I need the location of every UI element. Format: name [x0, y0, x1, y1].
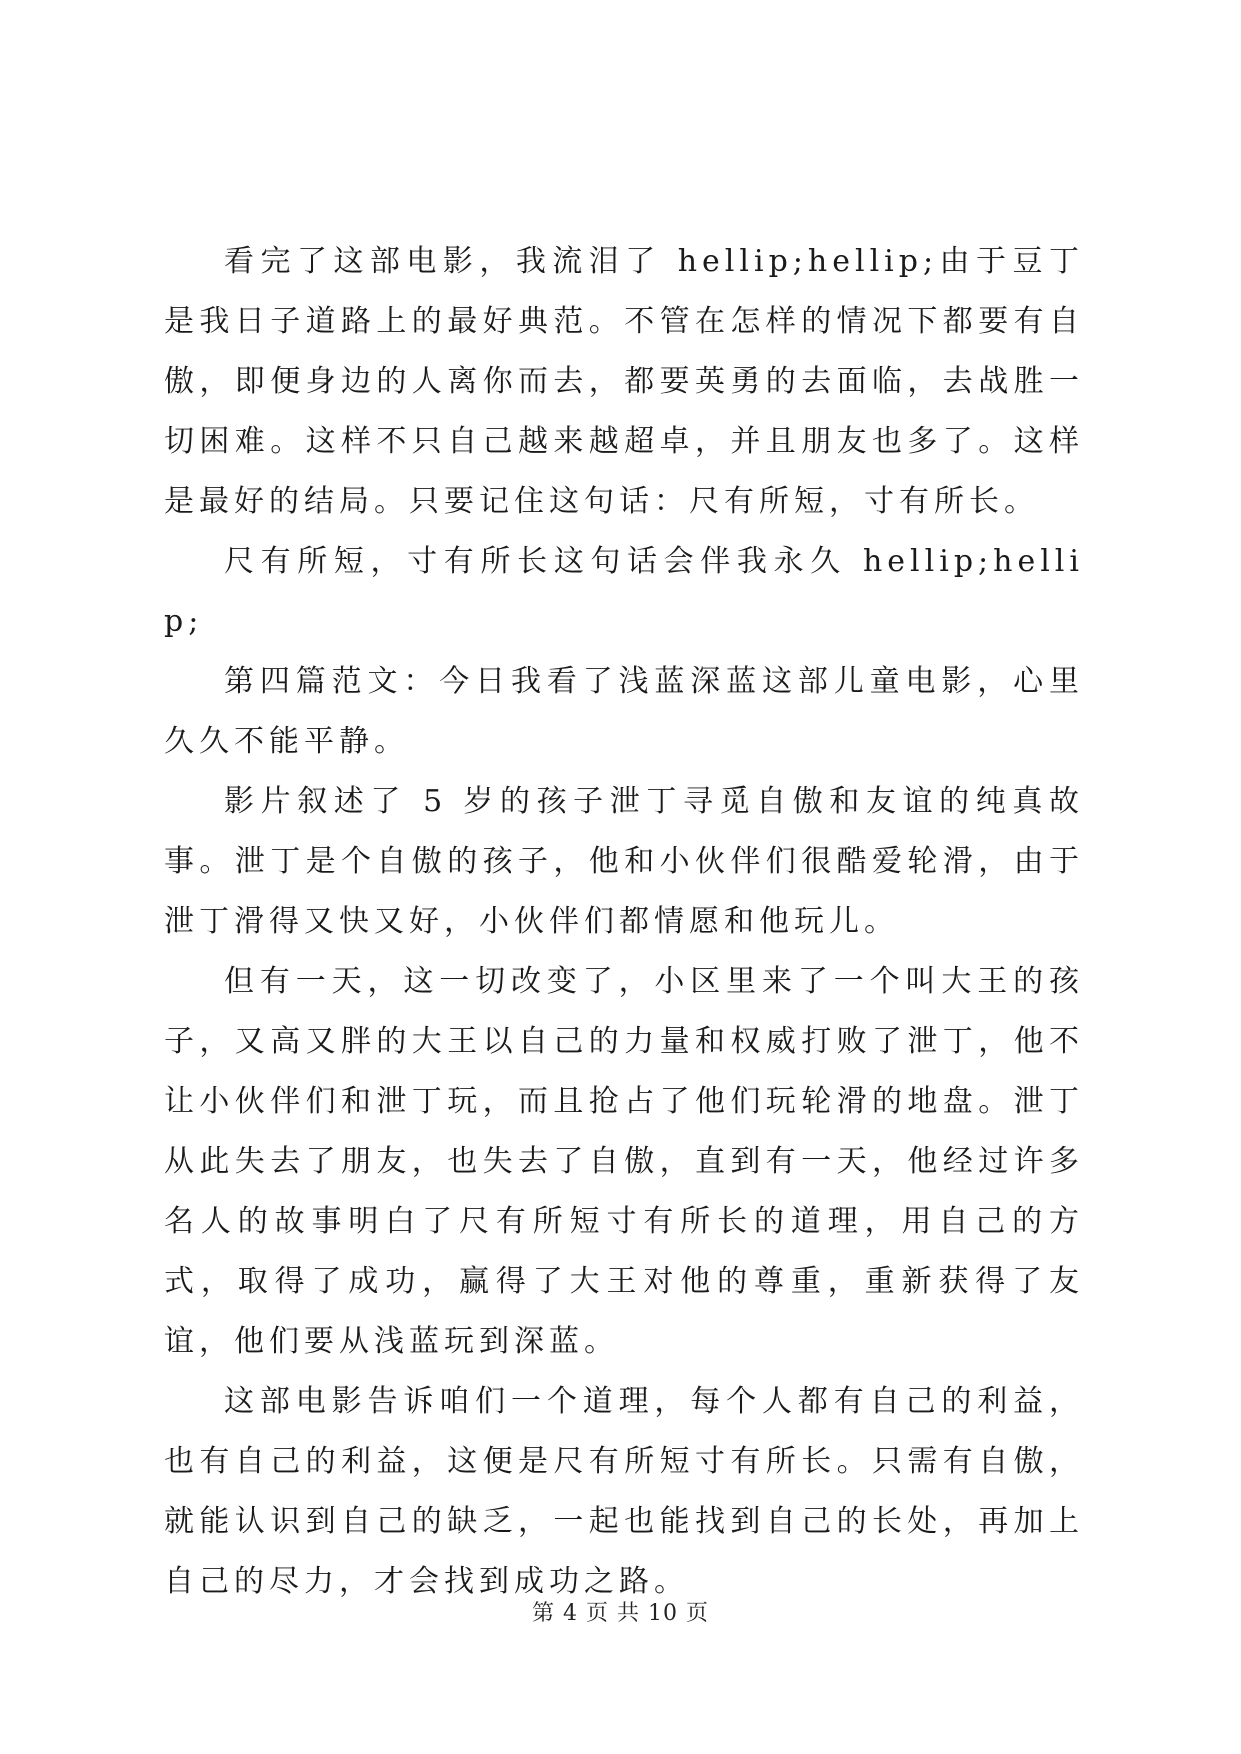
paragraph: 这部电影告诉咱们一个道理，每个人都有自己的利益，也有自己的利益，这便是尺有所短寸有所长。只需有自傲，就能认识到自己的缺乏，一起也能找到自己的长处，再加上自己的尽力，才会找到成功之路。	[164, 1384, 1084, 1599]
page-number-footer: 第 4 页 共 10 页	[532, 1601, 709, 1626]
paragraph: 看完了这部电影，我流泪了 hellip;hellip;由于豆丁是我日子道路上的最好典范。不管在怎样的情况下都要有自傲，即便身边的人离你而去，都要英勇的去面临，去战胜一切困难。这样不只自己越来越超卓，并且朋友也多了。这样是最好的结局。只要记住这句话：尺有所短，寸有所长。	[164, 244, 1084, 519]
paragraph: 尺有所短，寸有所长这句话会伴我永久 hellip;hellip;	[164, 544, 1084, 639]
paragraph: 影片叙述了 5 岁的孩子泄丁寻觅自傲和友谊的纯真故事。泄丁是个自傲的孩子，他和小伙伴们很酷爱轮滑，由于泄丁滑得又快又好，小伙伴们都情愿和他玩儿。	[164, 784, 1084, 939]
paragraph: 但有一天，这一切改变了，小区里来了一个叫大王的孩子，又高又胖的大王以自己的力量和权威打败了泄丁，他不让小伙伴们和泄丁玩，而且抢占了他们玩轮滑的地盘。泄丁从此失去了朋友，也失去了自傲，直到有一天，他经过许多名人的故事明白了尺有所短寸有所长的道理，用自己的方式，取得了成功，赢得了大王对他的尊重，重新获得了友谊，他们要从浅蓝玩到深蓝。	[164, 964, 1084, 1359]
paragraph: 第四篇范文：今日我看了浅蓝深蓝这部儿童电影，心里久久不能平静。	[164, 664, 1084, 759]
document-body	[164, 232, 1084, 1612]
